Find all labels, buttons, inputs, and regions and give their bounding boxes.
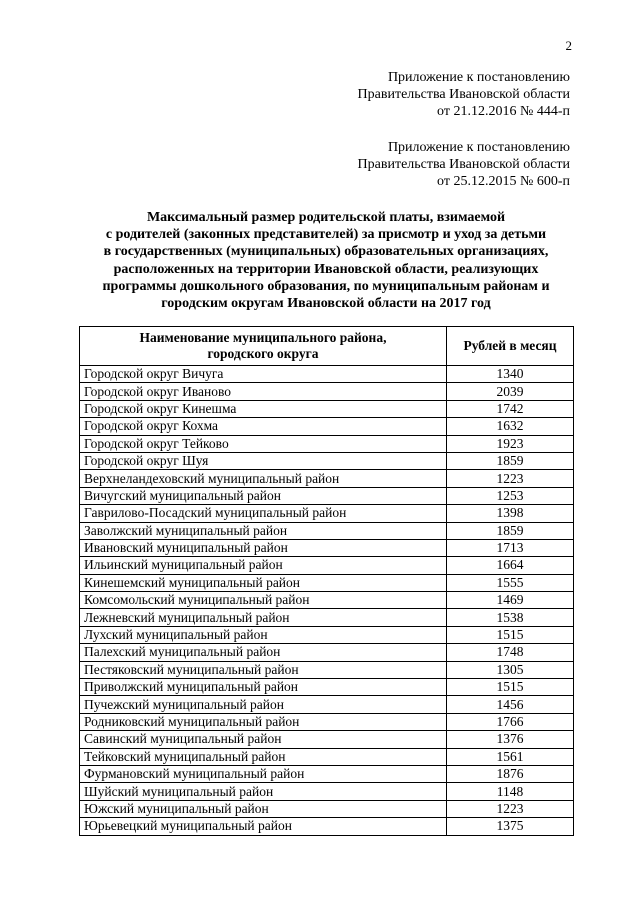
municipality-name: Ильинский муниципальный район bbox=[80, 557, 447, 574]
municipality-name: Городской округ Кинешма bbox=[80, 400, 447, 417]
table-row bbox=[80, 783, 574, 800]
header-name-line: городского округа bbox=[207, 346, 319, 361]
municipality-name: Кинешемский муниципальный район bbox=[80, 574, 447, 591]
column-header-fee: Рублей в месяц bbox=[447, 327, 574, 366]
table-row bbox=[80, 679, 574, 696]
monthly-fee: 1859 bbox=[447, 522, 574, 539]
municipality-name: Лежневский муниципальный район bbox=[80, 609, 447, 626]
monthly-fee: 1398 bbox=[447, 505, 574, 522]
monthly-fee: 1713 bbox=[447, 539, 574, 556]
table-row bbox=[80, 800, 574, 817]
municipality-name: Вичугский муниципальный район bbox=[80, 487, 447, 504]
column-header-name bbox=[80, 327, 447, 366]
table-row bbox=[80, 383, 574, 400]
monthly-fee: 1376 bbox=[447, 731, 574, 748]
appendix-line: Приложение к постановлению bbox=[387, 70, 570, 85]
monthly-fee: 1148 bbox=[447, 783, 574, 800]
title-line: в государственных (муниципальных) образовательных организациях, bbox=[103, 244, 549, 260]
monthly-fee: 1876 bbox=[447, 765, 574, 782]
table-row bbox=[80, 400, 574, 417]
table-row bbox=[80, 435, 574, 452]
table-row bbox=[80, 366, 574, 383]
table-row bbox=[80, 574, 574, 591]
monthly-fee: 1538 bbox=[447, 609, 574, 626]
monthly-fee: 1253 bbox=[447, 487, 574, 504]
title-line: с родителей (законных представителей) за присмотр и уход за детьми bbox=[105, 227, 547, 243]
monthly-fee: 1664 bbox=[447, 557, 574, 574]
table-row bbox=[80, 470, 574, 487]
monthly-fee: 1632 bbox=[447, 418, 574, 435]
municipality-name: Палехский муниципальный район bbox=[80, 644, 447, 661]
table-row bbox=[80, 592, 574, 609]
table-row bbox=[80, 522, 574, 539]
header-name-line: Наименование муниципального района, bbox=[139, 330, 387, 345]
appendix-note-2016 bbox=[358, 69, 570, 120]
municipality-name: Городской округ Шуя bbox=[80, 452, 447, 469]
monthly-fee: 1305 bbox=[447, 661, 574, 678]
monthly-fee: 1748 bbox=[447, 644, 574, 661]
municipality-name: Тейковский муниципальный район bbox=[80, 748, 447, 765]
monthly-fee: 2039 bbox=[447, 383, 574, 400]
appendix-line: от 21.12.2016 № 444-п bbox=[437, 104, 570, 119]
fees-table bbox=[79, 326, 574, 836]
municipality-name: Городской округ Вичуга bbox=[80, 366, 447, 383]
table-row bbox=[80, 818, 574, 835]
municipality-name: Южский муниципальный район bbox=[80, 800, 447, 817]
monthly-fee: 1859 bbox=[447, 452, 574, 469]
table-body bbox=[80, 366, 574, 836]
municipality-name: Верхнеландеховский муниципальный район bbox=[80, 470, 447, 487]
table-row bbox=[80, 452, 574, 469]
monthly-fee: 1223 bbox=[447, 800, 574, 817]
document-title bbox=[76, 209, 576, 312]
municipality-name: Ивановский муниципальный район bbox=[80, 539, 447, 556]
table-row bbox=[80, 661, 574, 678]
monthly-fee: 1515 bbox=[447, 626, 574, 643]
municipality-name: Фурмановский муниципальный район bbox=[80, 765, 447, 782]
monthly-fee: 1555 bbox=[447, 574, 574, 591]
appendix-note-2015 bbox=[358, 139, 570, 190]
table-row bbox=[80, 418, 574, 435]
appendix-line: Правительства Ивановской области bbox=[357, 87, 570, 102]
title-line: Максимальный размер родительской платы, взимаемой bbox=[146, 210, 506, 225]
title-line: программы дошкольного образования, по муниципальным районам и bbox=[102, 278, 550, 294]
table-row bbox=[80, 505, 574, 522]
monthly-fee: 1223 bbox=[447, 470, 574, 487]
monthly-fee: 1469 bbox=[447, 592, 574, 609]
table-row bbox=[80, 731, 574, 748]
municipality-name: Пестяковский муниципальный район bbox=[80, 661, 447, 678]
municipality-name: Савинский муниципальный район bbox=[80, 731, 447, 748]
municipality-name: Приволжский муниципальный район bbox=[80, 679, 447, 696]
municipality-name: Юрьевецкий муниципальный район bbox=[80, 818, 447, 835]
monthly-fee: 1340 bbox=[447, 366, 574, 383]
municipality-name: Городской округ Кохма bbox=[80, 418, 447, 435]
table-row bbox=[80, 539, 574, 556]
municipality-name: Лухский муниципальный район bbox=[80, 626, 447, 643]
appendix-line: от 25.12.2015 № 600-п bbox=[437, 174, 570, 189]
table-row bbox=[80, 487, 574, 504]
table-row bbox=[80, 713, 574, 730]
title-line: расположенных на территории Ивановской области, реализующих bbox=[113, 261, 539, 277]
page-number: 2 bbox=[565, 38, 572, 53]
table-row bbox=[80, 557, 574, 574]
table-row bbox=[80, 644, 574, 661]
appendix-line: Приложение к постановлению bbox=[387, 140, 570, 155]
table-row bbox=[80, 609, 574, 626]
monthly-fee: 1923 bbox=[447, 435, 574, 452]
title-line: городским округам Ивановской области на 2017 год bbox=[161, 296, 491, 312]
table-row bbox=[80, 696, 574, 713]
municipality-name: Городской округ Иваново bbox=[80, 383, 447, 400]
monthly-fee: 1375 bbox=[447, 818, 574, 835]
municipality-name: Родниковский муниципальный район bbox=[80, 713, 447, 730]
monthly-fee: 1766 bbox=[447, 713, 574, 730]
table-row bbox=[80, 748, 574, 765]
municipality-name: Заволжский муниципальный район bbox=[80, 522, 447, 539]
table-row bbox=[80, 626, 574, 643]
monthly-fee: 1561 bbox=[447, 748, 574, 765]
monthly-fee: 1742 bbox=[447, 400, 574, 417]
municipality-name: Комсомольский муниципальный район bbox=[80, 592, 447, 609]
municipality-name: Пучежский муниципальный район bbox=[80, 696, 447, 713]
monthly-fee: 1456 bbox=[447, 696, 574, 713]
monthly-fee: 1515 bbox=[447, 679, 574, 696]
municipality-name: Шуйский муниципальный район bbox=[80, 783, 447, 800]
appendix-line: Правительства Ивановской области bbox=[357, 157, 570, 172]
municipality-name: Городской округ Тейково bbox=[80, 435, 447, 452]
table-header-row bbox=[80, 327, 574, 366]
municipality-name: Гаврилово-Посадский муниципальный район bbox=[80, 505, 447, 522]
table-row bbox=[80, 765, 574, 782]
